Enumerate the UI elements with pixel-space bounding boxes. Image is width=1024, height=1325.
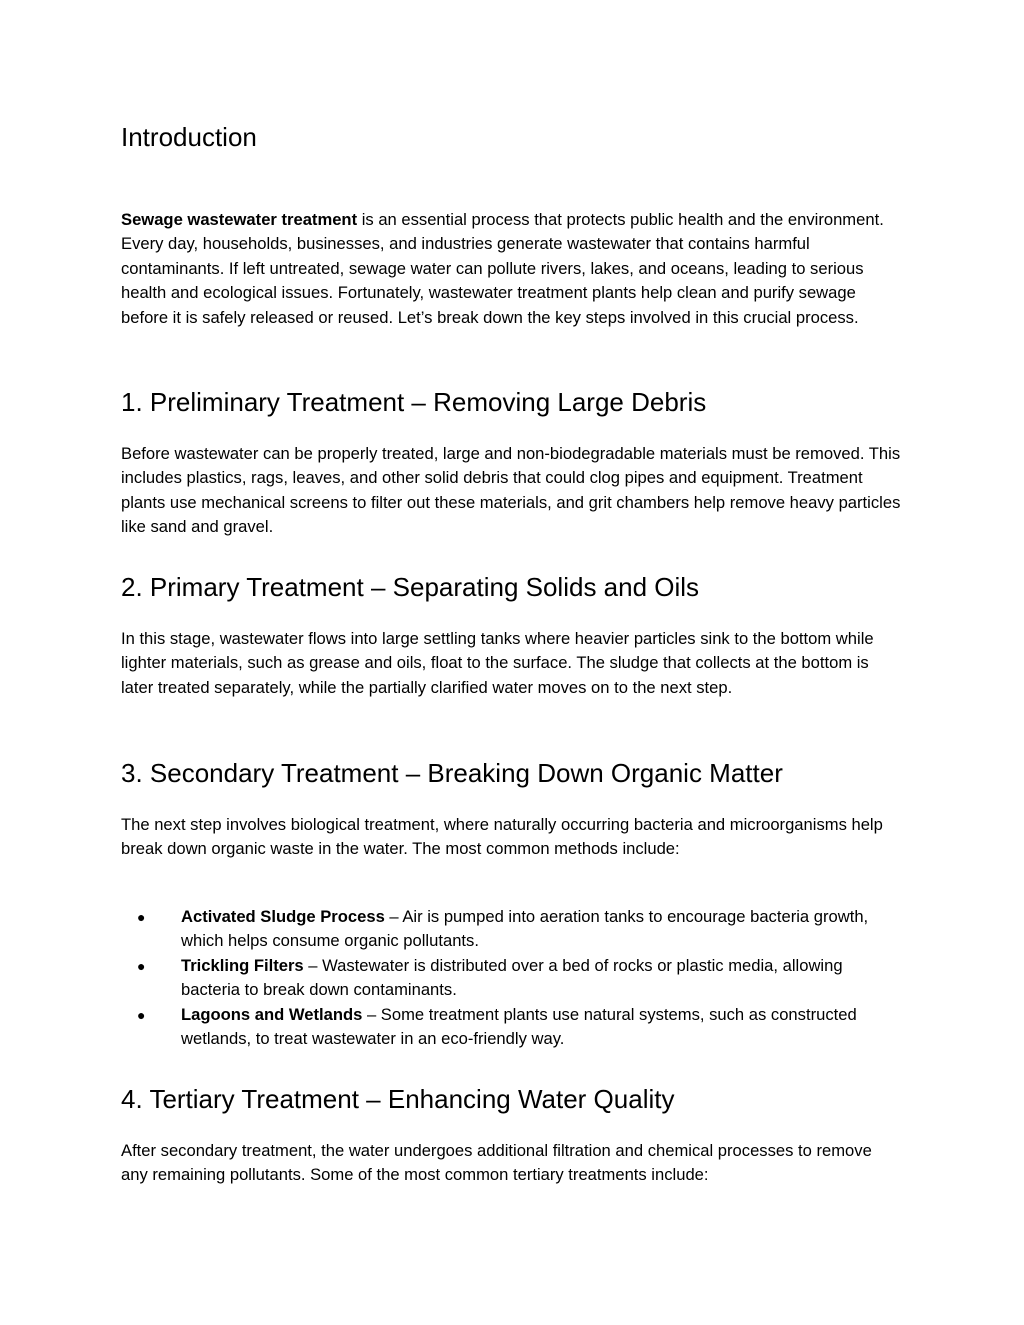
bullet-icon: ● (137, 1006, 146, 1023)
bullet-term: Activated Sludge Process (181, 907, 385, 926)
section4-paragraph: After secondary treatment, the water undergoes additional filtration and chemical processes to remove any remaining pollutants. Some of the most common tertiary treatments include: (121, 1141, 872, 1185)
intro-lead-rest: is an essential process that protects public health and the environment. Every day, households, businesses, and industries generate wastewater that contains harmful contaminants. If left untreated, sewage water can pollute rivers, lakes, and oceans, leading to serious health and ecological issues. Fortunately, wastewater treatment plants help clean and purify sewage before it is safely released or reused. Let’s break down the key steps involved in this crucial process. (121, 210, 884, 327)
section2-paragraph: In this stage, wastewater flows into large settling tanks where heavier particles sink to the bottom while lighter materials, such as grease and oils, float to the surface. The sludge that collects at the bottom is later treated separately, while the partially clarified water moves on to the next step. (121, 629, 874, 697)
section2-heading: 2. Primary Treatment – Separating Solids and Oils (121, 572, 700, 602)
bullet-icon: ● (137, 957, 146, 974)
section3-paragraph: The next step involves biological treatment, where naturally occurring bacteria and microorganisms help break down organic waste in the water. The most common methods include: (121, 815, 883, 859)
intro-heading: Introduction (121, 122, 257, 152)
bullet-desc: – Air is pumped into aeration tanks to encourage bacteria growth, which helps consume organic pollutants. (181, 907, 869, 951)
bullet-term: Trickling Filters (181, 955, 304, 975)
list-item (121, 905, 901, 954)
bullet-desc: – Some treatment plants use natural systems, such as constructed wetlands, to treat wastewater in an eco-friendly way. (181, 1004, 857, 1049)
bullet-term: Lagoons and Wetlands (181, 1004, 363, 1024)
intro-paragraph (121, 208, 901, 330)
section3-heading: 3. Secondary Treatment – Breaking Down Organic Matter (121, 758, 783, 788)
section1-heading: 1. Preliminary Treatment – Removing Large Debris (121, 387, 707, 417)
section4-heading: 4. Tertiary Treatment – Enhancing Water Quality (121, 1084, 675, 1114)
list-item (121, 1003, 901, 1052)
bullet-desc: – Wastewater is distributed over a bed of rocks or plastic media, allowing bacteria to break down contaminants. (181, 955, 843, 1000)
intro-lead-bold: Sewage wastewater treatment (121, 210, 358, 229)
methods-list (121, 905, 901, 1051)
bullet-icon: ● (137, 909, 146, 925)
list-item (121, 954, 901, 1003)
section1-paragraph: Before wastewater can be properly treated, large and non-biodegradable materials must be removed. This includes plastics, rags, leaves, and other solid debris that could clog pipes and equipment. Treatment plants use mechanical screens to filter out these materials, and grit chambers help remove heavy particles like sand and gravel. (121, 444, 901, 537)
